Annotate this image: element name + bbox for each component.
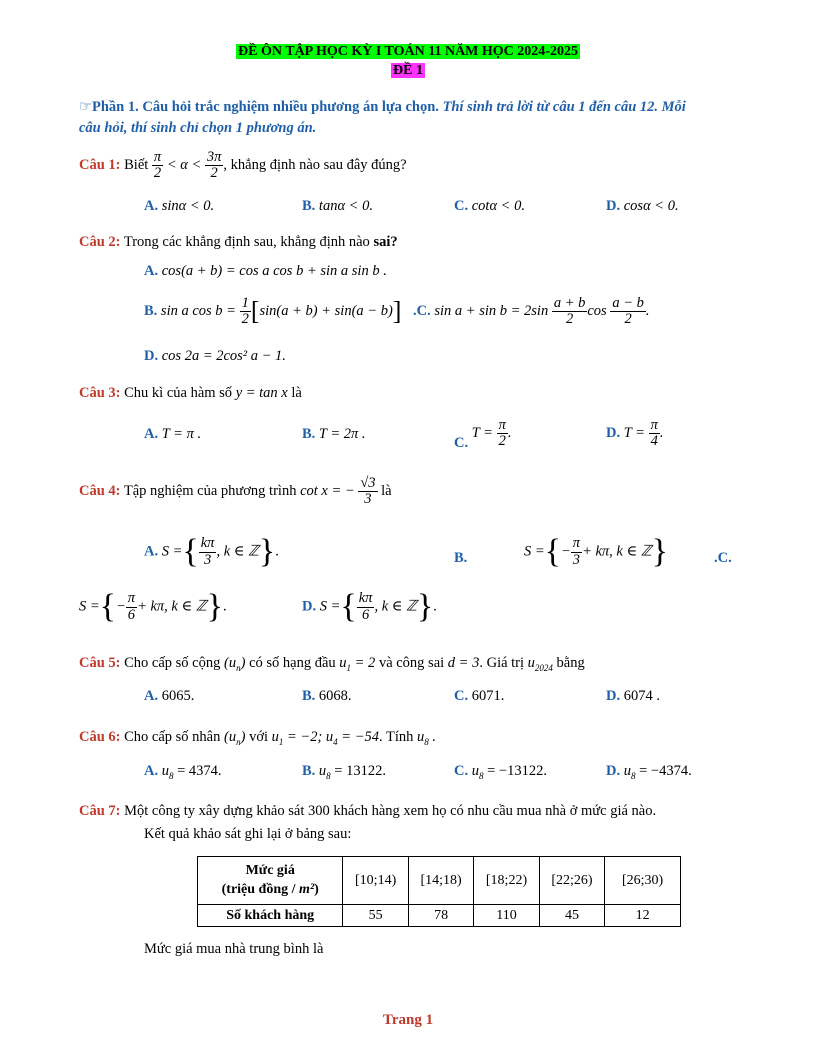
q3-option-c[interactable]: C. T = $\frac{\pi}{2}$ . (454, 417, 512, 452)
exam-number: ĐỀ 1 (393, 63, 423, 78)
q7-closing: Mức giá mua nhà trung bình là (144, 941, 324, 957)
question-5: Câu 5: Cho cấp số cộng $(u_n)$ có số hạng đầu $u_1 = 2$ và công sai d = 3. Giá trị $u_{2024}$ bằng (79, 655, 585, 673)
table-range-2: [14;18) (408, 857, 473, 905)
question-2: Câu 2: Trong các khẳng định sau, khẳng định nào sai? (79, 234, 398, 250)
table-count-3: 110 (474, 905, 539, 927)
table-range-3: [18;22) (474, 857, 539, 905)
q3-option-a[interactable]: A. T = π . (144, 426, 202, 442)
3pi-over-2: $\frac{3\pi}{2}$ (206, 149, 222, 182)
table-count-1: 55 (343, 905, 408, 927)
question-6: Câu 6: Cho cấp số nhân $(u_n)$ với $u_1 = -2$; $u_4 = -54$. Tính $u_8$ . (79, 729, 436, 747)
question-4: Câu 4: Tập nghiệm của phương trình cot x = − $\frac{√3}{3}$ là (79, 475, 392, 508)
page-number: Trang 1 (382, 1012, 434, 1028)
q3-option-b[interactable]: B. T = 2π . (302, 426, 366, 442)
table-count-4: 45 (539, 905, 604, 927)
q4-option-c-label[interactable]: .C. (714, 550, 732, 566)
q2-option-c[interactable]: .C. sin a + sin b = 2sin $\frac{a + b}{2}$ cos $\frac{a - b}{2}$ . (413, 295, 650, 328)
q4-option-d[interactable]: D. S ={ $\frac{k\pi}{6}$ , k ∈ ℤ}. (302, 588, 437, 625)
q2-option-d[interactable]: D. cos 2a = 2cos² a − 1. (144, 348, 286, 364)
q5-option-b[interactable]: B. 6068. (302, 688, 352, 704)
q2-option-b[interactable]: B. sin a cos b = $\frac{1}{2}$ [sin(a + b) + sin(a − b)] (144, 295, 402, 328)
part1-heading: ☞Phần 1. Câu hỏi trắc nghiệm nhiều phương án lựa chọn. Thí sinh trả lời từ câu 1 đến câu 12. Mỗi (79, 99, 686, 115)
q5-option-a[interactable]: A. 6065. (144, 688, 195, 704)
q5-option-d[interactable]: D. 6074 . (606, 688, 660, 704)
table-header-price: Mức giá (triệu đồng / m²) (198, 857, 343, 905)
table-count-5: 12 (605, 905, 681, 927)
q4-option-b-label[interactable]: B. (454, 550, 468, 566)
q6-option-d[interactable]: D. $u_8 = -4374$. (606, 763, 692, 781)
q1-option-b[interactable]: B. tanα < 0. (302, 198, 373, 214)
q4-option-c[interactable]: S ={− $\frac{\pi}{6}$ + kπ, k ∈ ℤ}. (79, 588, 227, 625)
q6-option-a[interactable]: A. $u_8 = 4374$. (144, 763, 222, 781)
question-3: Câu 3: Chu kì của hàm số y = tan x là (79, 385, 302, 401)
table-row-label: Số khách hàng (198, 905, 343, 927)
q7-text2: Kết quả khảo sát ghi lại ở bảng sau: (144, 826, 352, 842)
survey-table (197, 856, 681, 927)
q2-option-a[interactable]: A. cos(a + b) = cos a cos b + sin a sin b . (144, 263, 387, 279)
pi-over-2: $\frac{\pi}{2}$ (153, 149, 162, 182)
q6-option-b[interactable]: B. $u_8 = 13122$. (302, 763, 386, 781)
pointing-hand-icon: ☞ (79, 99, 92, 115)
q4-option-a[interactable]: A. S ={ $\frac{k\pi}{3}$ , k ∈ ℤ}. (144, 533, 279, 570)
q1-option-c[interactable]: C. cotα < 0. (454, 198, 525, 214)
q1-option-a[interactable]: A. sinα < 0. (144, 198, 215, 214)
q3-option-d[interactable]: D. T = $\frac{\pi}{4}$ . (606, 417, 664, 450)
q4-option-b[interactable]: S ={− $\frac{\pi}{3}$ + kπ, k ∈ ℤ} (524, 533, 668, 570)
q1-option-d[interactable]: D. cosα < 0. (606, 198, 679, 214)
question-1: Câu 1: Biết $\frac{\pi}{2}$ < α < $\frac{3\pi}{2}$ , khẳng định nào sau đây đúng? (79, 149, 407, 182)
table-range-5: [26;30) (605, 857, 681, 905)
part1-instruction: câu hỏi, thí sinh chỉ chọn 1 phương án. (79, 120, 317, 136)
table-range-1: [10;14) (343, 857, 408, 905)
q6-option-c[interactable]: C. $u_8 = -13122$. (454, 763, 547, 781)
page-title: ĐỀ ÔN TẬP HỌC KỲ I TOÁN 11 NĂM HỌC 2024-2025 (238, 44, 578, 59)
table-range-4: [22;26) (539, 857, 604, 905)
q5-option-c[interactable]: C. 6071. (454, 688, 505, 704)
question-7: Câu 7: Một công ty xây dựng khảo sát 300 khách hàng xem họ có nhu cầu mua nhà ở mức giá nào. (79, 803, 657, 819)
table-count-2: 78 (408, 905, 473, 927)
